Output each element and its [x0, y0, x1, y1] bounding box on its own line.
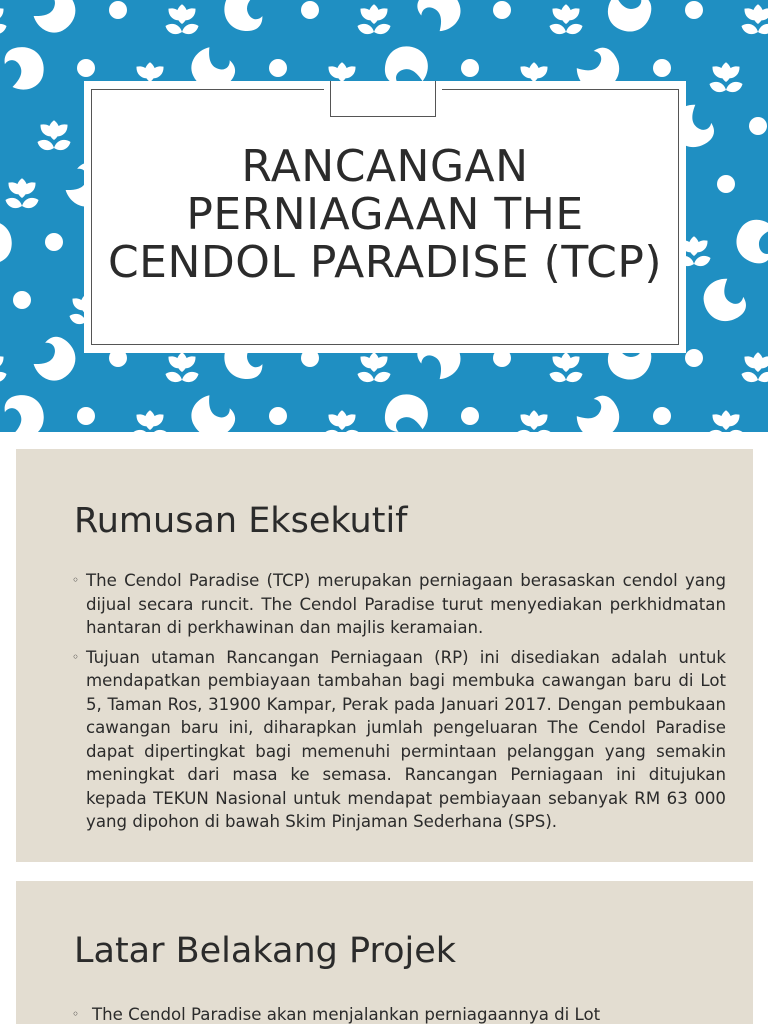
list-item: [72, 569, 726, 640]
title-frame-tab-border: [330, 81, 436, 117]
bullet-marker: ◦: [72, 649, 80, 664]
slide-heading: Rumusan Eksekutif: [74, 501, 408, 541]
slide-heading: Latar Belakang Projek: [74, 931, 457, 971]
slide-title: RANCANGAN PERNIAGAAN THE CENDOL PARADISE (TCP): [107, 141, 663, 288]
project-background-slide: [16, 881, 753, 1024]
title-slide: [0, 0, 768, 432]
bullet-marker: ◦: [72, 1007, 80, 1021]
bullet-text: The Cendol Paradise (TCP) merupakan perniagaan berasaskan cendol yang dijual secara runcit. The Cendol Paradise turut menyediakan perkhidmatan hantaran di perkhawinan dan majlis keramaian.: [86, 571, 726, 637]
list-item: [72, 1003, 726, 1024]
bullet-text: Tujuan utaman Rancangan Perniagaan (RP) ini disediakan adalah untuk mendapatkan pembiayaan tambahan bagi membuka cawangan baru di Lot 5, Taman Ros, 31900 Kampar, Perak pada Januari 2017. Dengan pembukaan cawangan baru ini, diharapkan jumlah pengeluaran The Cendol Paradise dapat dipertingkat bagi memenuhi permintaan pelanggan yang semakin meningkat dari masa ke semasa. Rancangan Perniagaan ini ditujukan kepada TEKUN Nasional untuk mendapat pembiayaan sebanyak RM 63 000 yang dipohon di bawah Skim Pinjaman Sederhana (SPS).: [86, 647, 726, 831]
bullet-marker: ◦: [72, 573, 80, 587]
executive-summary-slide: [16, 449, 753, 862]
list-item: [72, 646, 726, 834]
title-frame-tab: [324, 81, 442, 125]
bullet-list: [72, 1003, 726, 1024]
bullet-text: The Cendol Paradise akan menjalankan perniagaannya di Lot: [92, 1005, 601, 1024]
bullet-list: [72, 569, 726, 840]
